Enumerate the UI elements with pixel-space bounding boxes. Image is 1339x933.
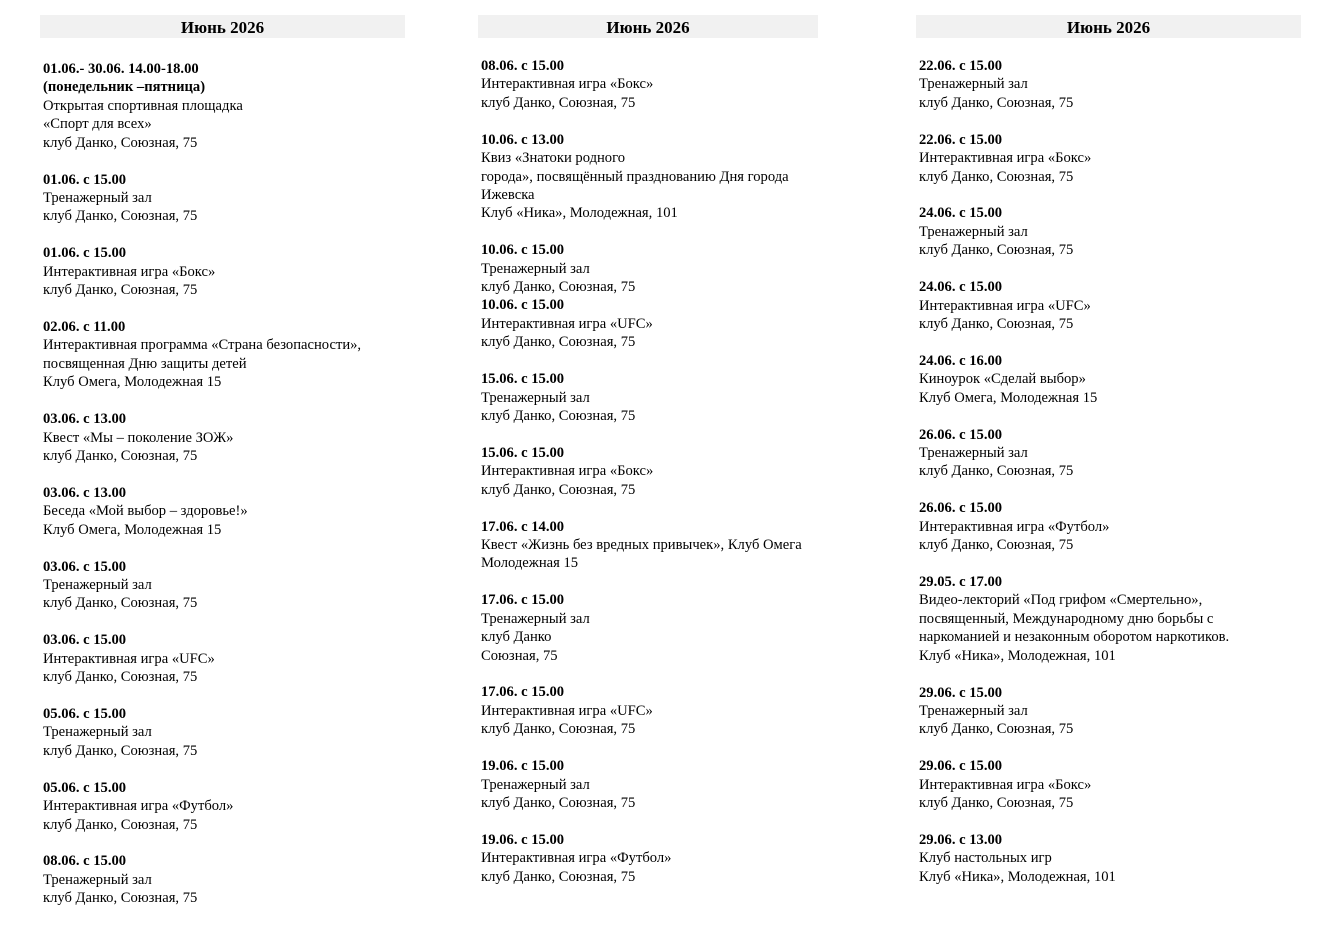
event-date: 29.05. с 17.00 — [919, 574, 1003, 591]
event-description: Интерактивная игра «Бокс» — [481, 463, 654, 480]
event-location: клуб Данко, Союзная, 75 — [43, 890, 198, 907]
event-description: Тренажерный зал — [919, 702, 1028, 719]
event-item — [481, 591, 898, 665]
event-item — [43, 558, 460, 613]
event-description: Интерактивная игра «Футбол» — [481, 850, 672, 867]
event-location: Клуб «Ника», Молодежная, 101 — [481, 205, 678, 222]
event-location: клуб Данко, Союзная, 75 — [481, 868, 636, 885]
event-date: 15.06. с 15.00 — [481, 444, 565, 461]
event-description: Квест «Мы – поколение ЗОЖ» — [43, 429, 234, 446]
event-description: Интерактивная игра «Бокс» — [43, 263, 216, 280]
event-item — [919, 131, 1301, 186]
event-date: 02.06. с 11.00 — [43, 318, 126, 335]
event-description: Открытая спортивная площадка — [43, 97, 243, 114]
event-description: Ижевска — [481, 186, 535, 203]
event-date: 10.06. с 15.00 — [481, 242, 565, 259]
event-date: 03.06. с 13.00 — [43, 411, 127, 428]
event-location: клуб Данко, Союзная, 75 — [43, 134, 198, 151]
event-location: клуб Данко, Союзная, 75 — [919, 721, 1074, 738]
event-description: Интерактивная игра «Бокс» — [919, 776, 1092, 793]
event-description: посвященный, Международному дню борьбы с — [919, 610, 1214, 627]
event-date: 17.06. с 15.00 — [481, 684, 565, 701]
event-date: 22.06. с 15.00 — [919, 131, 1003, 148]
event-item — [481, 683, 898, 738]
event-date: 26.06. с 15.00 — [919, 500, 1003, 517]
event-description: Видео-лекторий «Под грифом «Смертельно», — [919, 592, 1203, 609]
event-item — [43, 852, 460, 907]
event-description: Тренажерный зал — [919, 445, 1028, 461]
event-description: Тренажерный зал — [43, 871, 152, 888]
event-date: 05.06. с 15.00 — [43, 779, 127, 796]
event-date: 01.06.- 30.06. 14.00-18.00 — [43, 61, 199, 77]
event-item — [43, 410, 460, 465]
event-location: клуб Данко, Союзная, 75 — [43, 282, 198, 299]
event-description: Тренажерный зал — [481, 776, 590, 793]
event-description: Тренажерный зал — [481, 389, 590, 406]
event-date: 08.06. с 15.00 — [481, 58, 565, 74]
event-description: Тренажерный зал — [481, 610, 590, 627]
event-location: клуб Данко, Союзная, 75 — [919, 463, 1074, 480]
event-item — [919, 831, 1301, 886]
event-location: клуб Данко, Союзная, 75 — [919, 315, 1074, 332]
event-location: Клуб «Ника», Молодежная, 101 — [919, 868, 1116, 885]
event-days: (понедельник –пятница) — [43, 79, 206, 96]
event-date: 26.06. с 15.00 — [919, 426, 1003, 443]
event-item — [43, 631, 460, 686]
event-description: Тренажерный зал — [43, 189, 152, 206]
event-description: Интерактивная игра «Бокс» — [481, 76, 654, 93]
event-location: клуб Данко, Союзная, 75 — [919, 537, 1074, 554]
event-item — [919, 278, 1301, 333]
event-list — [40, 38, 460, 908]
event-location: Союзная, 75 — [481, 647, 558, 664]
event-item — [481, 131, 898, 223]
event-item — [43, 779, 460, 834]
event-description: Клуб настольных игр — [919, 850, 1052, 867]
event-item — [919, 204, 1301, 259]
event-location: клуб Данко, Союзная, 75 — [919, 242, 1074, 259]
event-description: Интерактивная игра «UFC» — [43, 650, 215, 667]
event-item — [919, 684, 1301, 739]
event-item — [43, 244, 460, 299]
event-list — [916, 38, 1301, 886]
event-item — [919, 57, 1301, 112]
event-item — [481, 518, 898, 573]
event-date: 05.06. с 15.00 — [43, 705, 127, 722]
event-date: 03.06. с 13.00 — [43, 484, 127, 501]
event-description: Интерактивная игра «UFC» — [481, 315, 653, 332]
event-location: клуб Данко, Союзная, 75 — [481, 334, 636, 351]
event-description: Интерактивная игра «Футбол» — [43, 798, 234, 815]
event-item — [481, 831, 898, 886]
event-location: Клуб Омега, Молодежная 15 — [43, 374, 222, 391]
event-date: 29.06. с 15.00 — [919, 758, 1003, 775]
event-description: посвященная Дню защиты детей — [43, 355, 247, 372]
event-item — [919, 499, 1301, 554]
event-date: 10.06. с 15.00 — [481, 297, 565, 314]
event-description: Тренажерный зал — [43, 724, 152, 741]
event-description: клуб Данко — [481, 629, 552, 646]
event-description: «Спорт для всех» — [43, 116, 152, 133]
column-header: Июнь 2026 — [40, 15, 405, 38]
event-description: Тренажерный зал — [919, 76, 1028, 93]
event-item — [481, 57, 898, 112]
event-item — [919, 757, 1301, 812]
event-date: 08.06. с 15.00 — [43, 853, 127, 870]
event-location: клуб Данко, Союзная, 75 — [43, 669, 198, 686]
schedule-column-2 — [478, 15, 898, 905]
event-item — [43, 318, 460, 392]
event-date: 29.06. с 13.00 — [919, 832, 1003, 848]
event-location: Клуб «Ника», Молодежная, 101 — [919, 647, 1116, 664]
column-header: Июнь 2026 — [478, 15, 818, 38]
event-item — [481, 241, 898, 296]
event-description: Квест «Жизнь без вредных привычек», Клуб Омега — [481, 537, 802, 554]
event-description: Интерактивная игра «Бокс» — [919, 150, 1092, 167]
event-location: клуб Данко, Союзная, 75 — [481, 94, 636, 111]
event-location: клуб Данко, Союзная, 75 — [481, 279, 636, 296]
event-description: Интерактивная игра «UFC» — [919, 297, 1091, 314]
event-date: 01.06. с 15.00 — [43, 171, 127, 188]
event-location: клуб Данко, Союзная, 75 — [481, 795, 636, 811]
column-header: Июнь 2026 — [916, 15, 1301, 38]
event-date: 03.06. с 15.00 — [43, 558, 127, 575]
event-description: Квиз «Знатоки родного — [481, 150, 626, 167]
event-location: клуб Данко, Союзная, 75 — [43, 742, 198, 759]
event-description: Интерактивная игра «UFC» — [481, 702, 653, 719]
event-date: 24.06. с 16.00 — [919, 352, 1003, 369]
event-description: наркоманией и незаконным оборотом наркотиков. — [919, 629, 1230, 646]
event-location: клуб Данко, Союзная, 75 — [43, 447, 198, 464]
event-item — [481, 296, 898, 351]
schedule-column-3 — [916, 15, 1301, 905]
event-date: 10.06. с 13.00 — [481, 131, 565, 148]
event-item — [43, 484, 460, 539]
event-location: Молодежная 15 — [481, 555, 579, 572]
event-date: 03.06. с 15.00 — [43, 632, 127, 649]
event-location: клуб Данко, Союзная, 75 — [43, 208, 198, 225]
event-list — [478, 38, 898, 886]
event-location: клуб Данко, Союзная, 75 — [481, 408, 636, 424]
event-location: клуб Данко, Союзная, 75 — [43, 595, 198, 612]
event-date: 22.06. с 15.00 — [919, 58, 1003, 74]
event-item — [481, 444, 898, 499]
event-item — [919, 573, 1301, 665]
event-description: Киноурок «Сделай выбор» — [919, 371, 1086, 388]
event-item — [43, 171, 460, 226]
event-location: клуб Данко, Союзная, 75 — [43, 816, 198, 833]
event-location: клуб Данко, Союзная, 75 — [481, 721, 636, 738]
event-description: Тренажерный зал — [481, 260, 590, 277]
event-date: 24.06. с 15.00 — [919, 279, 1003, 296]
event-date: 19.06. с 15.00 — [481, 758, 565, 775]
event-date: 24.06. с 15.00 — [919, 205, 1003, 222]
event-description: Тренажерный зал — [919, 223, 1028, 240]
event-description: города», посвящённый празднованию Дня города — [481, 168, 789, 185]
event-item — [481, 757, 898, 812]
event-description: Интерактивная программа «Страна безопасности», — [43, 337, 362, 354]
event-item — [919, 426, 1301, 481]
event-description: Интерактивная игра «Футбол» — [919, 518, 1110, 535]
event-description: Тренажерный зал — [43, 576, 152, 593]
event-item — [919, 352, 1301, 407]
event-date: 17.06. с 15.00 — [481, 592, 565, 609]
event-location: клуб Данко, Союзная, 75 — [481, 481, 636, 498]
event-location: Клуб Омега, Молодежная 15 — [919, 389, 1098, 406]
event-date: 01.06. с 15.00 — [43, 245, 127, 262]
event-date: 19.06. с 15.00 — [481, 831, 565, 848]
event-location: Клуб Омега, Молодежная 15 — [43, 521, 222, 538]
event-item — [43, 60, 460, 152]
event-location: клуб Данко, Союзная, 75 — [919, 795, 1074, 812]
event-date: 17.06. с 14.00 — [481, 518, 565, 535]
event-item — [481, 370, 898, 425]
event-location: клуб Данко, Союзная, 75 — [919, 168, 1074, 185]
event-date: 15.06. с 15.00 — [481, 371, 565, 388]
event-location: клуб Данко, Союзная, 75 — [919, 94, 1074, 111]
event-description: Беседа «Мой выбор – здоровье!» — [43, 503, 248, 520]
event-item — [43, 705, 460, 760]
event-date: 29.06. с 15.00 — [919, 684, 1003, 701]
schedule-column-1 — [40, 15, 460, 926]
